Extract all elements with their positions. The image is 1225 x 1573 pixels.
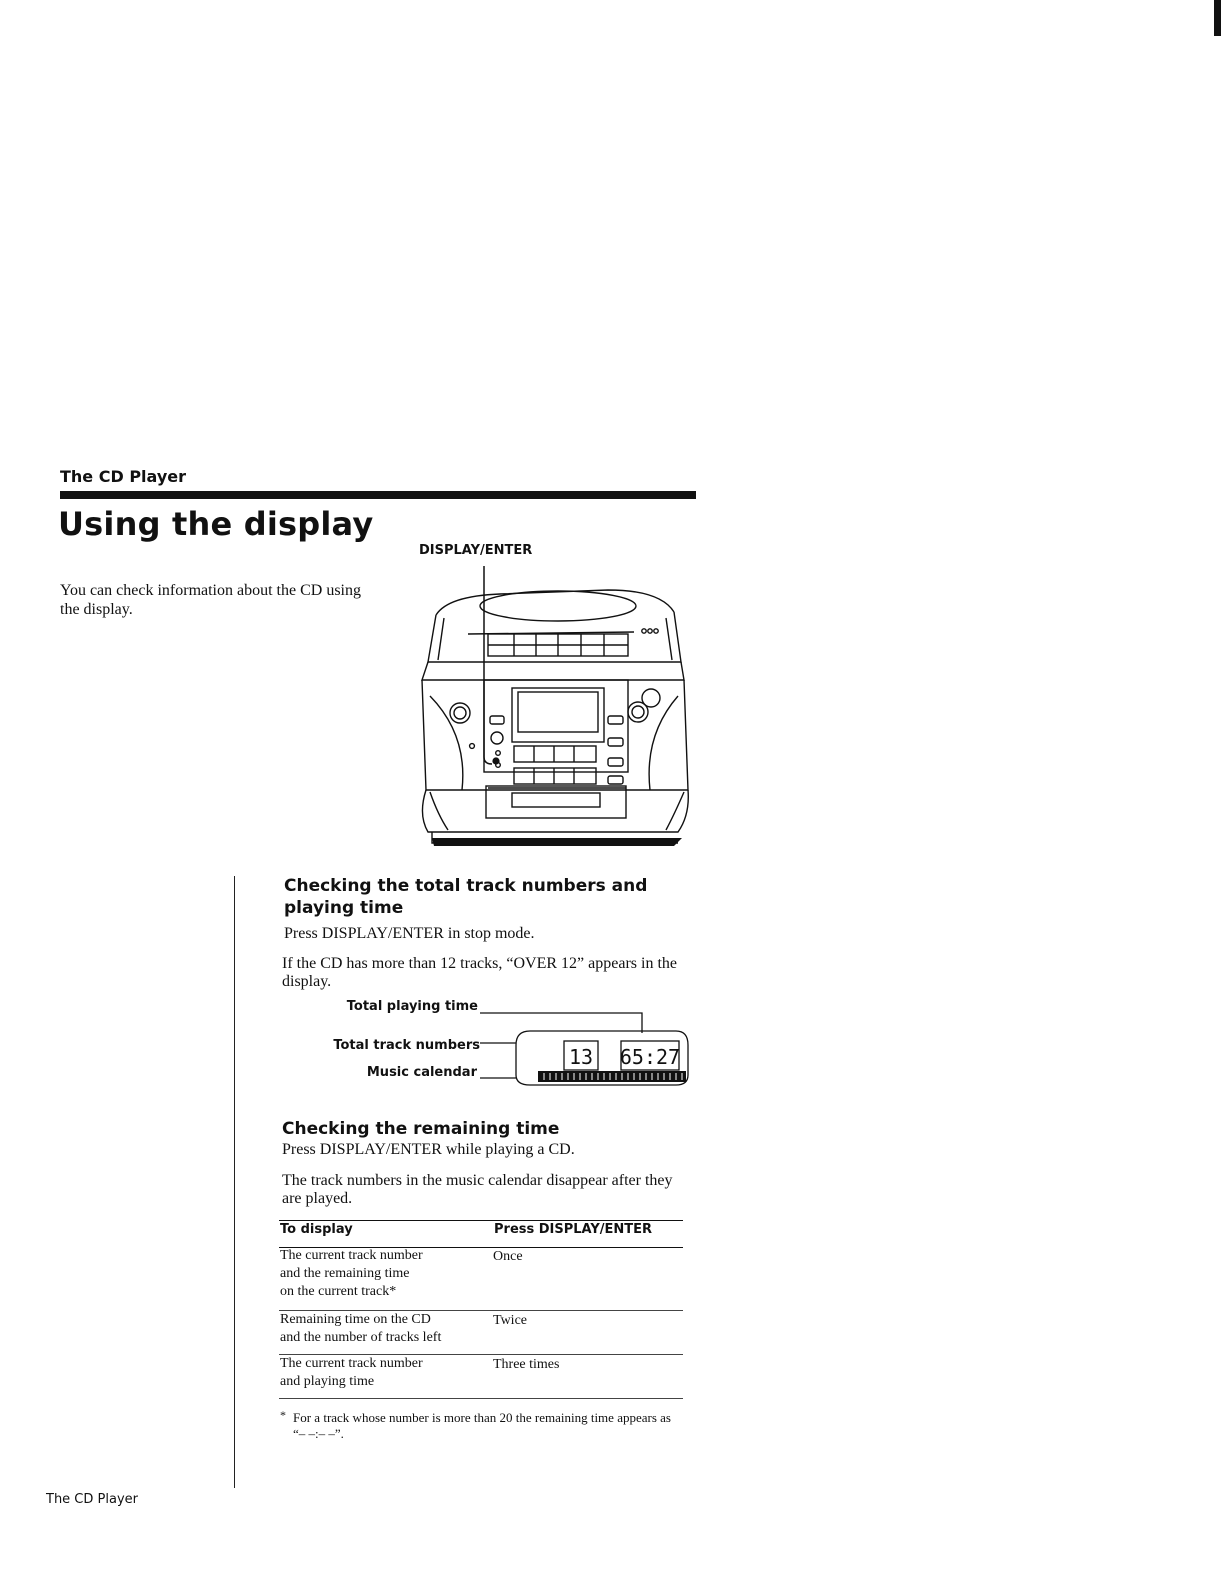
heading-remaining-time: Checking the remaining time (282, 1119, 560, 1139)
instruction-stop-mode: Press DISPLAY/ENTER in stop mode. (284, 925, 535, 942)
figure-label: DISPLAY/ENTER (419, 543, 533, 558)
display-illustration (478, 1005, 693, 1087)
page-title: Using the display (58, 505, 374, 543)
over-12-note: If the CD has more than 12 tracks, “OVER 12” appears in the display. (282, 955, 677, 990)
boombox-illustration (408, 560, 693, 855)
calendar-note: The track numbers in the music calendar disappear after they are played. (282, 1172, 673, 1207)
table-cell-press: Three times (493, 1357, 560, 1372)
display-track-count: 13 (568, 1045, 594, 1069)
intro-text: You can check information about the CD using the display. (60, 582, 361, 618)
instruction-while-playing: Press DISPLAY/ENTER while playing a CD. (282, 1141, 575, 1158)
table-cell-display: The current track number and the remaining time on the current track* (280, 1248, 423, 1299)
label-total-playing-time: Total playing time (346, 999, 478, 1014)
table-row (279, 1247, 683, 1311)
table-header-press: Press DISPLAY/ENTER (494, 1222, 653, 1237)
table-cell-display: Remaining time on the CD and the number of tracks left (280, 1312, 442, 1345)
table-row (279, 1355, 683, 1399)
footnote-mark: * (280, 1408, 286, 1422)
table-row-rule (279, 1398, 683, 1399)
table-row (279, 1311, 683, 1355)
table-cell-display: The current track number and playing time (280, 1356, 423, 1389)
column-rule (234, 876, 235, 1488)
display-total-time: 65:27 (619, 1045, 681, 1069)
table-cell-press: Once (493, 1249, 523, 1264)
table-top-rule (279, 1220, 683, 1221)
page-footer: The CD Player (46, 1492, 138, 1507)
footnote-text: For a track whose number is more than 20 the remaining time appears as “– –:– –”. (293, 1410, 671, 1441)
heading-total-tracks: Checking the total track numbers and playing time (284, 876, 648, 918)
label-music-calendar: Music calendar (366, 1065, 477, 1080)
label-total-track-numbers: Total track numbers (333, 1038, 480, 1053)
table-header-display: To display (280, 1222, 353, 1237)
table-cell-press: Twice (493, 1313, 528, 1328)
page-edge-marker (1214, 0, 1221, 36)
section-rule (60, 491, 696, 499)
section-label: The CD Player (60, 467, 187, 486)
